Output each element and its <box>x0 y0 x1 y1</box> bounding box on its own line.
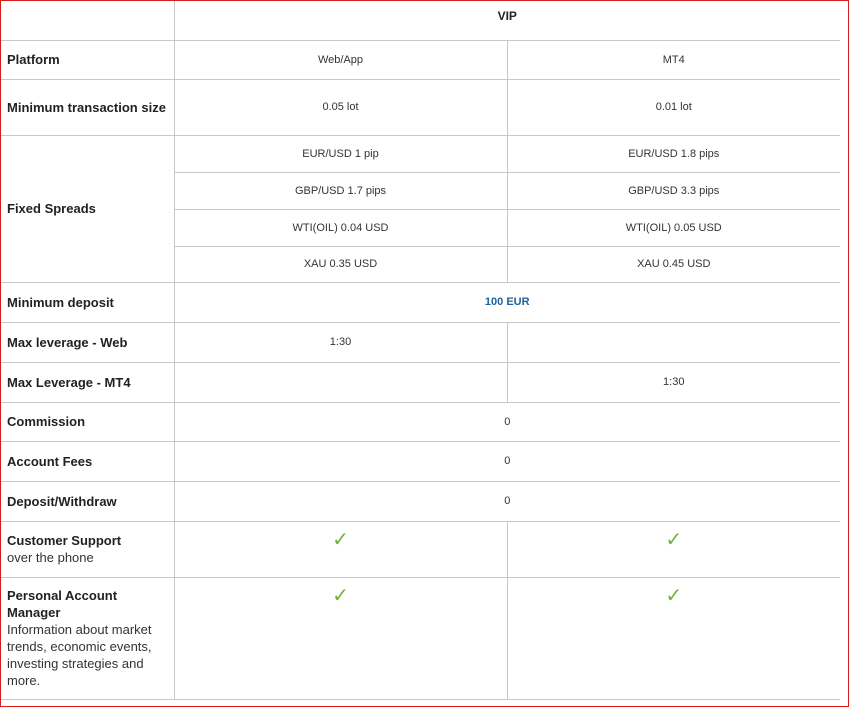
row-label-platform: Platform <box>1 40 174 79</box>
row-label-commission: Commission <box>1 402 174 441</box>
row-label-max-leverage-mt4: Max Leverage - MT4 <box>1 362 174 402</box>
spread-mt4-cell: WTI(OIL) 0.05 USD <box>507 209 840 246</box>
personal-account-manager-sublabel: Information about market trends, economic events, investing strategies and more. <box>7 622 152 688</box>
table-row <box>1 362 840 402</box>
table-header-row <box>1 1 840 40</box>
deposit-withdraw-value-cell: 0 <box>174 481 840 521</box>
personal-account-manager-label: Personal Account Manager <box>7 588 118 620</box>
row-label-account-fees: Account Fees <box>1 441 174 481</box>
table-row <box>1 40 840 79</box>
platform-web-cell: Web/App <box>174 40 507 79</box>
table-row <box>1 402 840 441</box>
min-size-mt4-cell: 0.01 lot <box>507 79 840 135</box>
leverage-mt4-cell: 1:30 <box>507 362 840 402</box>
support-web-cell <box>174 521 507 577</box>
min-deposit-cell <box>174 282 840 322</box>
spread-mt4-cell: GBP/USD 3.3 pips <box>507 172 840 209</box>
table-row <box>1 135 840 172</box>
row-label-fixed-spreads: Fixed Spreads <box>1 135 174 282</box>
checkmark-icon: ✓ <box>665 584 683 607</box>
commission-value-cell: 0 <box>174 402 840 441</box>
spread-web-cell: GBP/USD 1.7 pips <box>174 172 507 209</box>
min-size-web-cell: 0.05 lot <box>174 79 507 135</box>
customer-support-label: Customer Support <box>7 533 122 548</box>
checkmark-icon: ✓ <box>332 584 349 607</box>
spread-mt4-cell: XAU 0.45 USD <box>507 246 840 282</box>
table-row <box>1 322 840 362</box>
account-fees-value-cell: 0 <box>174 441 840 481</box>
table-row <box>1 481 840 521</box>
checkmark-icon: ✓ <box>332 528 349 551</box>
account-comparison-table <box>1 1 840 700</box>
table-row <box>1 441 840 481</box>
row-label-max-leverage-web: Max leverage - Web <box>1 322 174 362</box>
checkmark-icon: ✓ <box>665 528 683 551</box>
leverage-web-mt4-cell <box>507 322 840 362</box>
header-empty-cell <box>1 1 174 40</box>
vip-header-cell <box>174 1 840 40</box>
spread-web-cell: XAU 0.35 USD <box>174 246 507 282</box>
platform-mt4-cell: MT4 <box>507 40 840 79</box>
vip-title: VIP <box>497 9 517 23</box>
manager-web-cell <box>174 577 507 699</box>
table-row <box>1 521 840 577</box>
leverage-web-cell: 1:30 <box>174 322 507 362</box>
spread-web-cell: WTI(OIL) 0.04 USD <box>174 209 507 246</box>
spread-mt4-cell: EUR/USD 1.8 pips <box>507 135 840 172</box>
customer-support-sublabel: over the phone <box>7 550 94 565</box>
leverage-mt4-web-cell <box>174 362 507 402</box>
row-label-personal-account-manager <box>1 577 174 699</box>
min-deposit-value: 100 EUR <box>484 296 530 308</box>
table-row <box>1 577 840 699</box>
row-label-customer-support <box>1 521 174 577</box>
manager-mt4-cell <box>507 577 840 699</box>
support-mt4-cell <box>507 521 840 577</box>
table-row <box>1 79 840 135</box>
row-label-min-size: Minimum transaction size <box>1 79 174 135</box>
spread-web-cell: EUR/USD 1 pip <box>174 135 507 172</box>
table-row <box>1 282 840 322</box>
row-label-min-deposit: Minimum deposit <box>1 282 174 322</box>
row-label-deposit-withdraw: Deposit/Withdraw <box>1 481 174 521</box>
